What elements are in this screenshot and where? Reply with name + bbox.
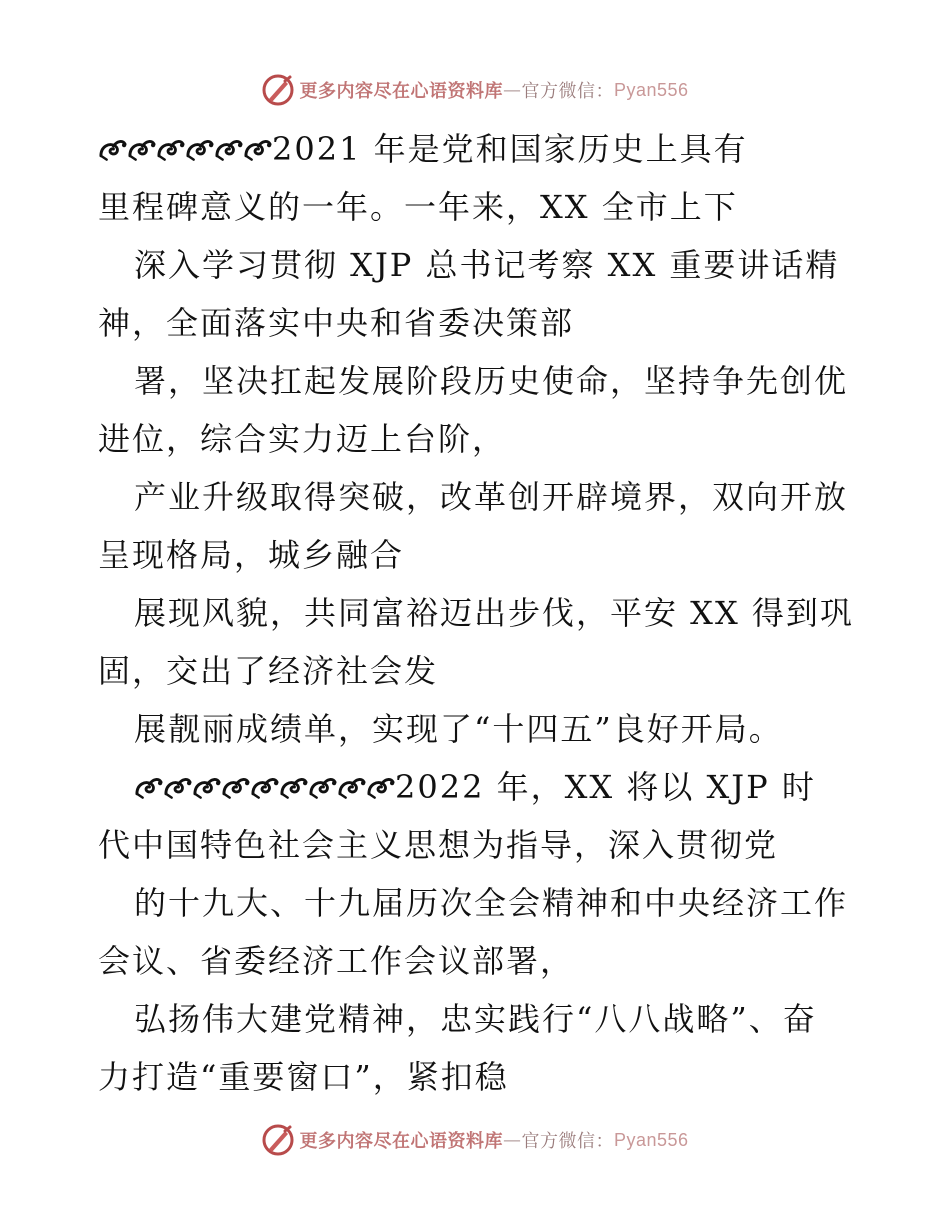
text-line: [98, 990, 858, 1048]
text-line: [98, 468, 858, 526]
swirl-ornament-icon: [163, 772, 192, 802]
text-line: [98, 410, 858, 468]
watermark-separator: —: [502, 79, 522, 101]
swirl-ornament-icon: [243, 134, 272, 164]
swirl-ornament-icon: [185, 134, 214, 164]
text-line-content: 力打造“重要窗口”，紧扣稳: [98, 1058, 509, 1096]
text-line: [98, 178, 858, 236]
swirl-ornament-icon: [279, 772, 308, 802]
watermark-header: [0, 70, 950, 110]
text-line-content: 神，全面落实中央和省委决策部: [98, 304, 575, 342]
swirl-ornament-icon: [127, 134, 156, 164]
swirl-ornament-icon: [308, 772, 337, 802]
quill-pen-logo-icon: [261, 73, 295, 107]
text-line: [98, 816, 858, 874]
document-body: [98, 120, 858, 1106]
text-line-content: 里程碑意义的一年。一年来，XX 全市上下: [98, 188, 738, 226]
text-line: [98, 932, 858, 990]
swirl-ornament-icon: [134, 772, 163, 802]
text-line-content: 进位，综合实力迈上台阶，: [98, 420, 507, 458]
watermark-footer: [0, 1120, 950, 1160]
text-line: [98, 294, 858, 352]
watermark-site-name: 更多内容尽在心语资料库: [299, 81, 503, 102]
watermark-separator: —: [502, 1129, 522, 1151]
text-line: [98, 874, 858, 932]
text-line-content: 的十九大、十九届历次全会精神和中央经济工作: [134, 884, 849, 922]
text-line-content: 固，交出了经济社会发: [98, 652, 439, 690]
swirl-ornament-icon: [192, 772, 221, 802]
text-line-content: 产业升级取得突破，改革创开辟境界，双向开放: [134, 478, 849, 516]
watermark-label: 官方微信：: [521, 1131, 614, 1152]
swirl-ornament-icon: [337, 772, 366, 802]
quill-pen-logo-icon: [261, 1123, 295, 1157]
text-line: [98, 758, 858, 816]
swirl-ornament-icon: [221, 772, 250, 802]
text-line-content: 2022 年，XX 将以 XJP 时: [395, 768, 816, 806]
watermark-wechat-id: Pyan556: [613, 1129, 689, 1150]
watermark-site-name: 更多内容尽在心语资料库: [299, 1131, 503, 1152]
text-line-content: 会议、省委经济工作会议部署，: [98, 942, 575, 980]
text-line-content: 署，坚决扛起发展阶段历史使命，坚持争先创优: [134, 362, 849, 400]
text-line: [98, 584, 858, 642]
text-line: [98, 236, 858, 294]
watermark-wechat-id: Pyan556: [613, 79, 689, 100]
text-line-content: 代中国特色社会主义思想为指导，深入贯彻党: [98, 826, 779, 864]
text-line-content: 呈现格局，城乡融合: [98, 536, 405, 574]
text-line-content: 展现风貌，共同富裕迈出步伐，平安 XX 得到巩: [134, 594, 854, 632]
watermark-label: 官方微信：: [521, 81, 614, 102]
swirl-ornament-icon: [156, 134, 185, 164]
text-line-content: 弘扬伟大建党精神，忠实践行“八八战略”、奋: [134, 1000, 817, 1038]
swirl-ornament-icon: [250, 772, 279, 802]
text-line-content: 深入学习贯彻 XJP 总书记考察 XX 重要讲话精: [134, 246, 840, 284]
text-line-content: 展靓丽成绩单，实现了“十四五”良好开局。: [134, 710, 783, 748]
text-line: [98, 700, 858, 758]
text-line-content: 2021 年是党和国家历史上具有: [272, 130, 748, 168]
swirl-ornament-icon: [366, 772, 395, 802]
text-line: [98, 120, 858, 178]
swirl-ornament-icon: [98, 134, 127, 164]
text-line: [98, 352, 858, 410]
text-line: [98, 642, 858, 700]
swirl-ornament-icon: [214, 134, 243, 164]
text-line: [98, 526, 858, 584]
text-line: [98, 1048, 858, 1106]
